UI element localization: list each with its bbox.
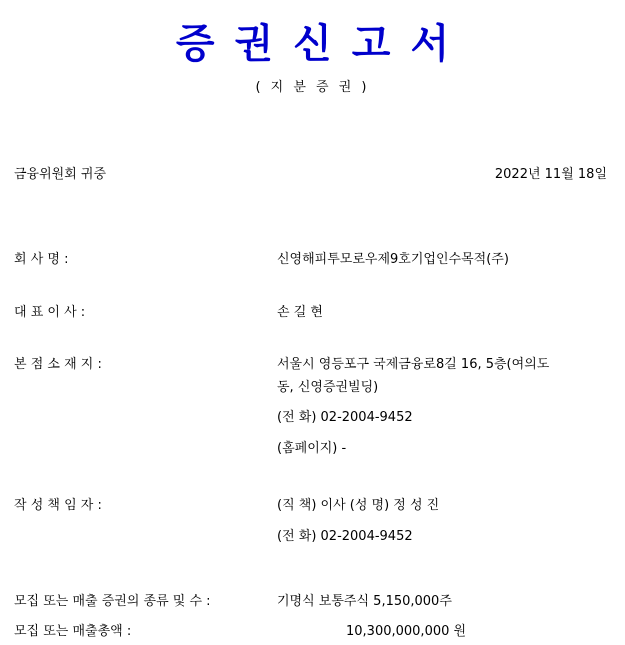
- securities-type-value: 기명식 보통주식 5,150,000주: [277, 594, 452, 609]
- ceo-label: 대 표 이 사 :: [14, 305, 86, 320]
- document-subtitle: ( 지 분 증 권 ): [255, 80, 370, 95]
- total-amount-label: 모집 또는 매출총액 :: [14, 624, 132, 639]
- headquarters-address-line1: 서울시 영등포구 국제금융로8길 16, 5층(여의도: [277, 357, 550, 372]
- document-title: 증권신고서: [175, 20, 470, 67]
- addressee: 금융위원회 귀중: [14, 167, 107, 182]
- author-phone: (전 화) 02-2004-9452: [277, 529, 413, 544]
- headquarters-homepage: (홈페이지) -: [277, 441, 347, 456]
- filing-date: 2022년 11월 18일: [494, 167, 607, 182]
- headquarters-phone: (전 화) 02-2004-9452: [277, 410, 413, 425]
- company-name-label: 회 사 명 :: [14, 252, 69, 267]
- author-value: (직 책) 이사 (성 명) 정 성 진: [277, 498, 440, 513]
- securities-type-label: 모집 또는 매출 증권의 종류 및 수 :: [14, 594, 211, 609]
- ceo-value: 손 길 현: [277, 305, 323, 320]
- headquarters-label: 본 점 소 재 지 :: [14, 357, 102, 372]
- company-name-value: 신영해피투모로우제9호기업인수목적(주): [277, 252, 509, 267]
- author-label: 작 성 책 임 자 :: [14, 498, 102, 513]
- headquarters-address-line2: 동, 신영증권빌딩): [277, 380, 379, 395]
- total-amount-value: 10,300,000,000 원: [346, 624, 467, 639]
